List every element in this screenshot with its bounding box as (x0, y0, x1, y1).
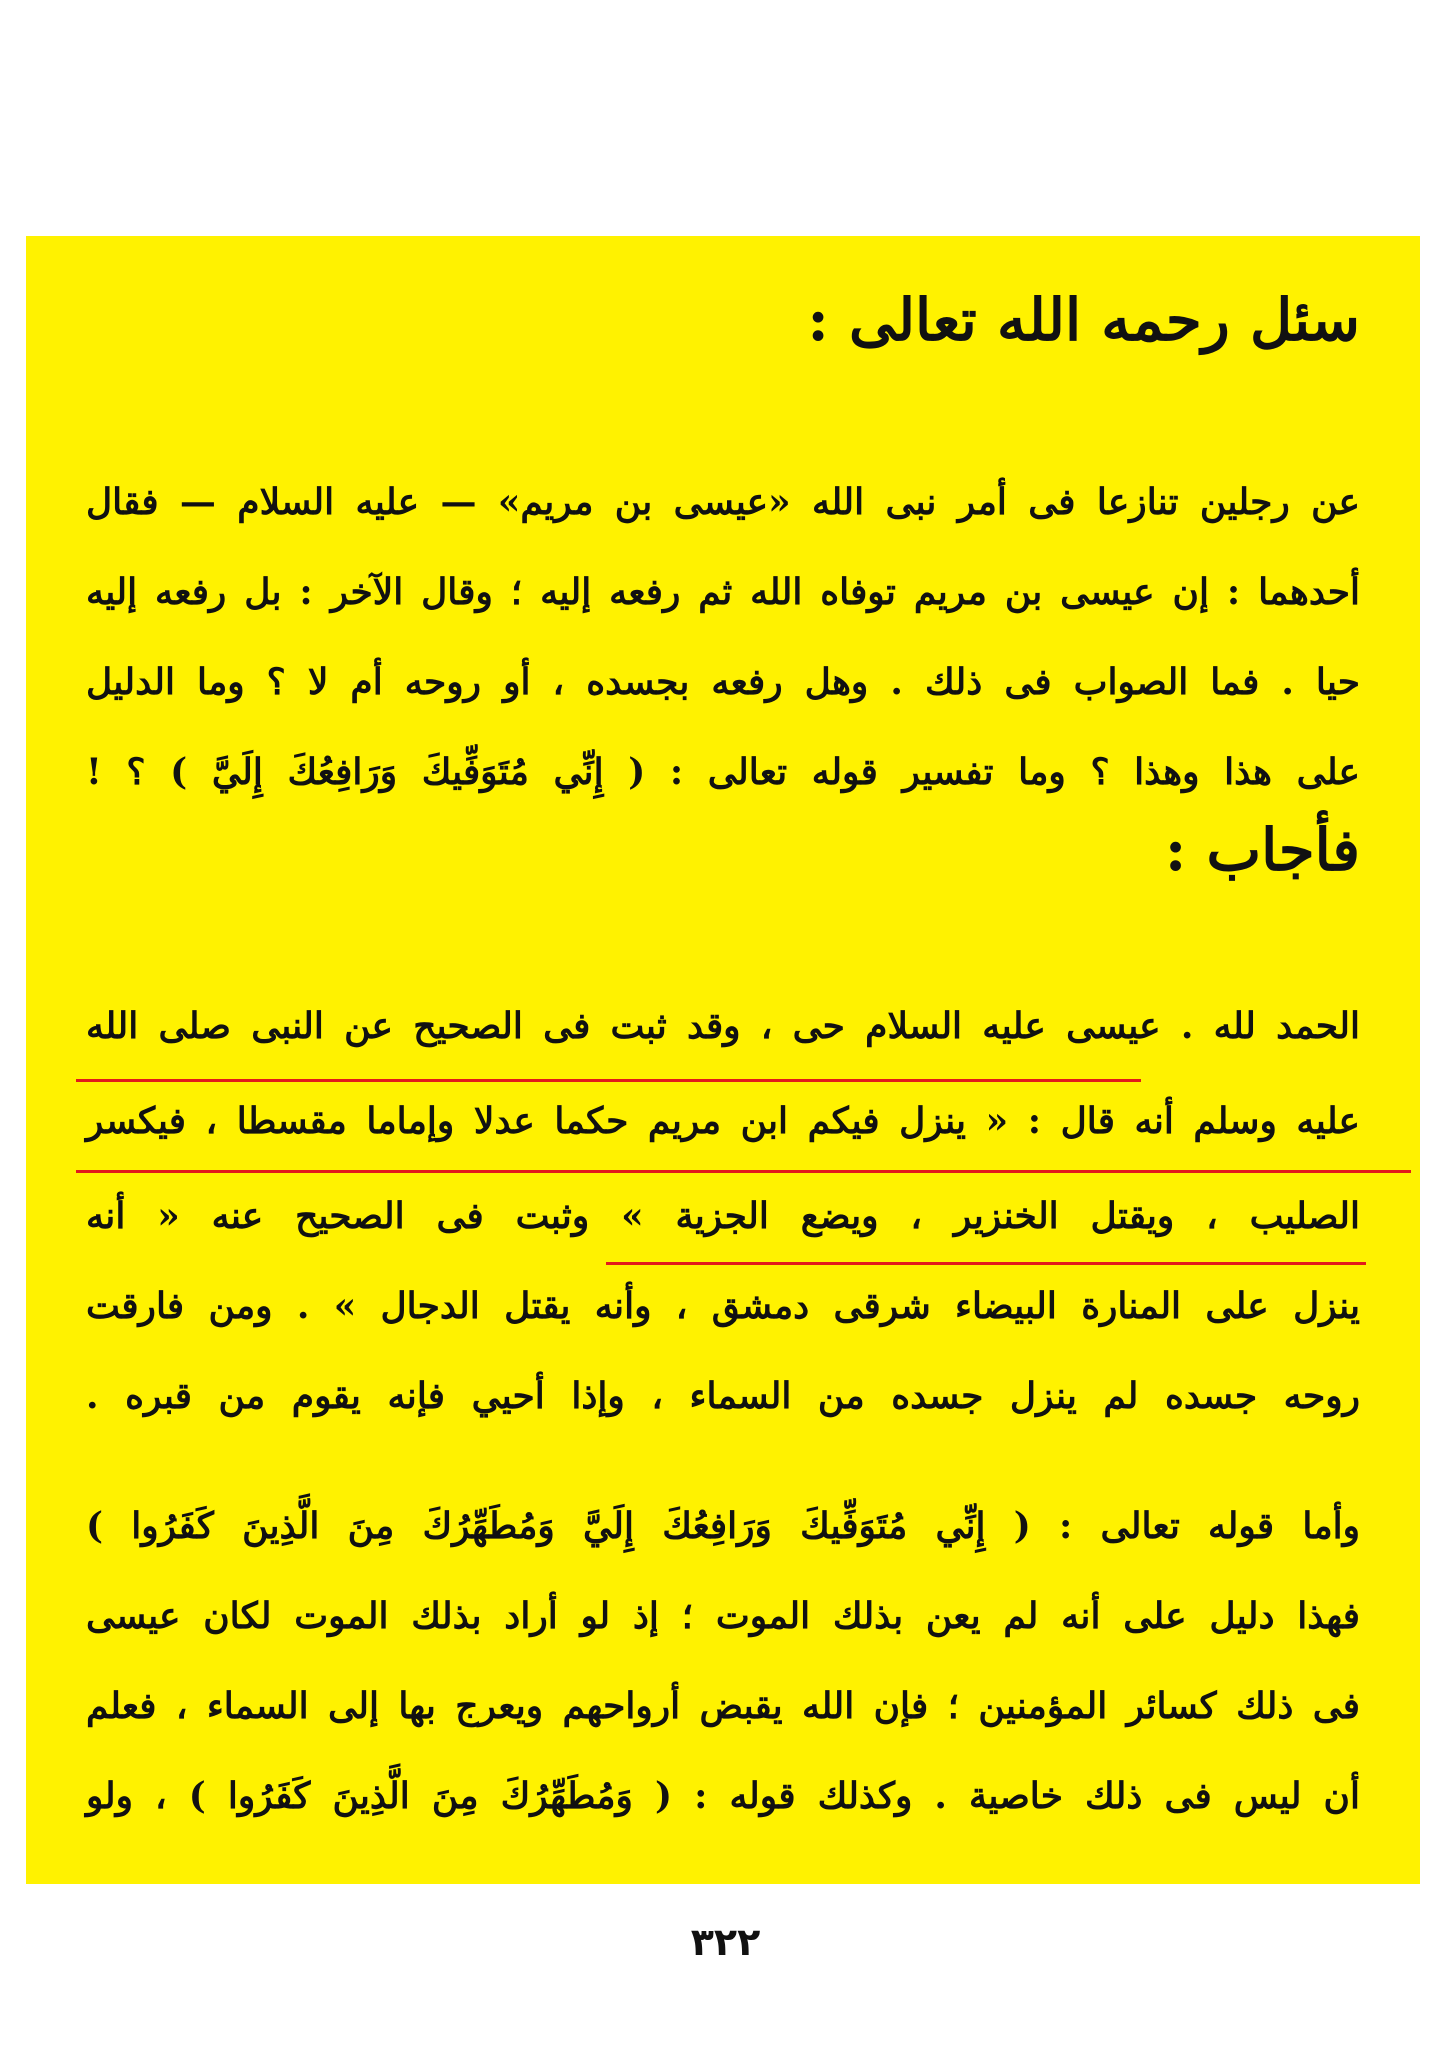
hadith-underline (606, 1262, 1366, 1265)
answer-line: ينزل على المنارة البيضاء شرقى دمشق ، وأنه يقتل الدجال » . ومن فارقت (86, 1285, 1360, 1327)
answer-section (86, 816, 1360, 1417)
answer-line: روحه جسده لم ينزل جسده من السماء ، وإذا أحيي فإنه يقوم من قبره . (86, 1375, 1360, 1417)
highlighted-page-region (26, 236, 1420, 1884)
commentary-section (86, 1486, 1360, 1886)
commentary-line: وأما قوله تعالى : ( إِنِّي مُتَوَفِّيكَ وَرَافِعُكَ إِلَيَّ وَمُطَهِّرُكَ مِنَ الَّذِينَ كَفَرُوا ) (86, 1505, 1360, 1547)
commentary-line: أن ليس فى ذلك خاصية . وكذلك قوله : ( وَمُطَهِّرُكَ مِنَ الَّذِينَ كَفَرُوا ) ، ولو (86, 1775, 1360, 1817)
question-line: على هذا وهذا ؟ وما تفسير قوله تعالى : ( إِنِّي مُتَوَفِّيكَ وَرَافِعُكَ إِلَيَّ ) ؟ ! (86, 751, 1360, 793)
answer-line: الصليب ، ويقتل الخنزير ، ويضع الجزية » وثبت فى الصحيح عنه « أنه (86, 1195, 1360, 1237)
question-line: أحدهما : إن عيسى بن مريم توفاه الله ثم رفعه إليه ؛ وقال الآخر : بل رفعه إليه (86, 571, 1360, 613)
answer-line: عليه وسلم أنه قال : « ينزل فيكم ابن مريم حكما عدلا وإماما مقسطا ، فيكسر (86, 1100, 1360, 1142)
page-number: ٣٢٢ (690, 1920, 761, 1964)
hadith-underline (76, 1079, 1141, 1082)
answer-heading: فأجاب : (1164, 816, 1360, 884)
commentary-line: فى ذلك كسائر المؤمنين ؛ فإن الله يقبض أرواحهم ويعرج بها إلى السماء ، فعلم (86, 1685, 1360, 1727)
question-section (86, 236, 1360, 836)
question-line: حيا . فما الصواب فى ذلك . وهل رفعه بجسده ، أو روحه أم لا ؟ وما الدليل (86, 661, 1360, 703)
question-heading: سئل رحمه الله تعالى : (807, 286, 1360, 354)
question-line: عن رجلين تنازعا فى أمر نبى الله «عيسى بن مريم» — عليه السلام — فقال (86, 481, 1360, 523)
hadith-underline (76, 1170, 1411, 1173)
commentary-line: فهذا دليل على أنه لم يعن بذلك الموت ؛ إذ لو أراد بذلك الموت لكان عيسى (86, 1595, 1360, 1637)
answer-line: الحمد لله . عيسى عليه السلام حى ، وقد ثبت فى الصحيح عن النبى صلى الله (86, 1005, 1360, 1047)
